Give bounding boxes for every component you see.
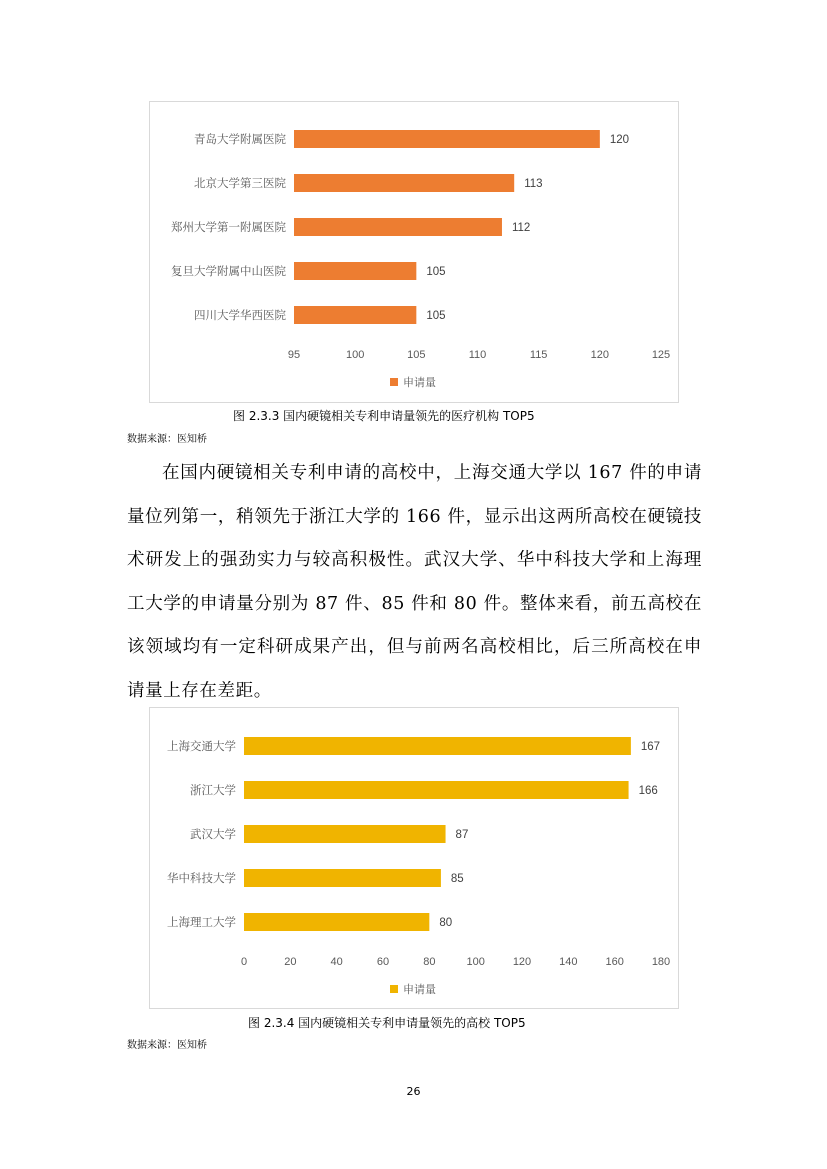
x-tick-label: 80 (423, 956, 436, 968)
bar (244, 869, 441, 887)
x-tick-label: 140 (559, 956, 578, 968)
x-tick-label: 20 (284, 956, 297, 968)
legend-swatch (390, 985, 398, 993)
x-tick-label: 95 (287, 349, 301, 361)
bar (244, 781, 629, 799)
chart-medical-institutions (149, 101, 679, 403)
x-tick-label: 0 (240, 956, 248, 968)
data-label: 120 (609, 134, 630, 146)
bar (294, 130, 600, 148)
bar (294, 218, 502, 236)
x-tick-label: 100 (466, 956, 485, 968)
chart-2-svg (150, 708, 678, 1008)
bar (244, 737, 631, 755)
x-tick-label: 40 (330, 956, 343, 968)
x-tick-label: 105 (407, 349, 426, 361)
category-label: 武汉大学 (190, 827, 236, 841)
data-label: 112 (511, 222, 531, 234)
bar (244, 825, 446, 843)
legend-label: 申请量 (403, 983, 436, 996)
bar (294, 174, 514, 192)
figure-caption-2: 图 2.3.4 国内硬镜相关专利申请量领先的高校 TOP5 (248, 1016, 526, 1030)
bar (294, 306, 416, 324)
x-tick-label: 120 (590, 349, 610, 361)
bar (294, 262, 416, 280)
category-label: 上海理工大学 (167, 915, 236, 929)
data-label: 166 (638, 785, 658, 797)
page-number: 26 (406, 1085, 421, 1098)
chart-universities (149, 707, 679, 1009)
data-label: 85 (450, 873, 464, 885)
category-label: 青岛大学附属医院 (194, 132, 286, 146)
figure-caption-1: 图 2.3.3 国内硬镜相关专利申请量领先的医疗机构 TOP5 (233, 409, 535, 423)
legend-label: 申请量 (403, 376, 436, 389)
x-tick-label: 125 (651, 349, 671, 361)
category-label: 上海交通大学 (167, 739, 236, 753)
data-label: 87 (455, 829, 469, 841)
category-label: 郑州大学第一附属医院 (171, 220, 286, 234)
x-tick-label: 115 (529, 349, 548, 361)
data-source-1: 数据来源：医知桥 (127, 434, 207, 445)
category-label: 北京大学第三医院 (194, 176, 286, 190)
body-paragraph: 在国内硬镜相关专利申请的高校中，上海交通大学以 167 件的申请量位列第一，稍领先于浙江大学的 166 件，显示出这两所高校在硬镜技术研发上的强劲实力与较高积极性。武汉大学、华中科技大学和上海理工大学的申请量分别为 87 件、85 件和 80 件。整体来看，前五高校在该领域均有一定科研成果产出，但与前两名高校相比，后三所高校在申请量上存在差距。 (127, 463, 702, 701)
bar (244, 913, 429, 931)
data-label: 113 (524, 178, 543, 190)
x-tick-label: 100 (345, 349, 365, 361)
x-tick-label: 60 (376, 956, 390, 968)
data-source-2: 数据来源：医知桥 (127, 1040, 207, 1051)
category-label: 浙江大学 (190, 783, 236, 797)
x-tick-label: 110 (468, 349, 487, 361)
category-label: 复旦大学附属中山医院 (171, 264, 286, 278)
x-tick-label: 120 (512, 956, 532, 968)
x-tick-label: 160 (605, 956, 624, 968)
data-label: 80 (439, 917, 453, 929)
chart-1-svg (150, 102, 678, 402)
category-label: 华中科技大学 (167, 871, 236, 885)
legend-swatch (390, 378, 398, 386)
category-label: 四川大学华西医院 (194, 308, 286, 322)
data-label: 105 (426, 266, 446, 278)
data-label: 167 (640, 741, 661, 753)
x-tick-label: 180 (651, 956, 671, 968)
data-label: 105 (426, 310, 446, 322)
